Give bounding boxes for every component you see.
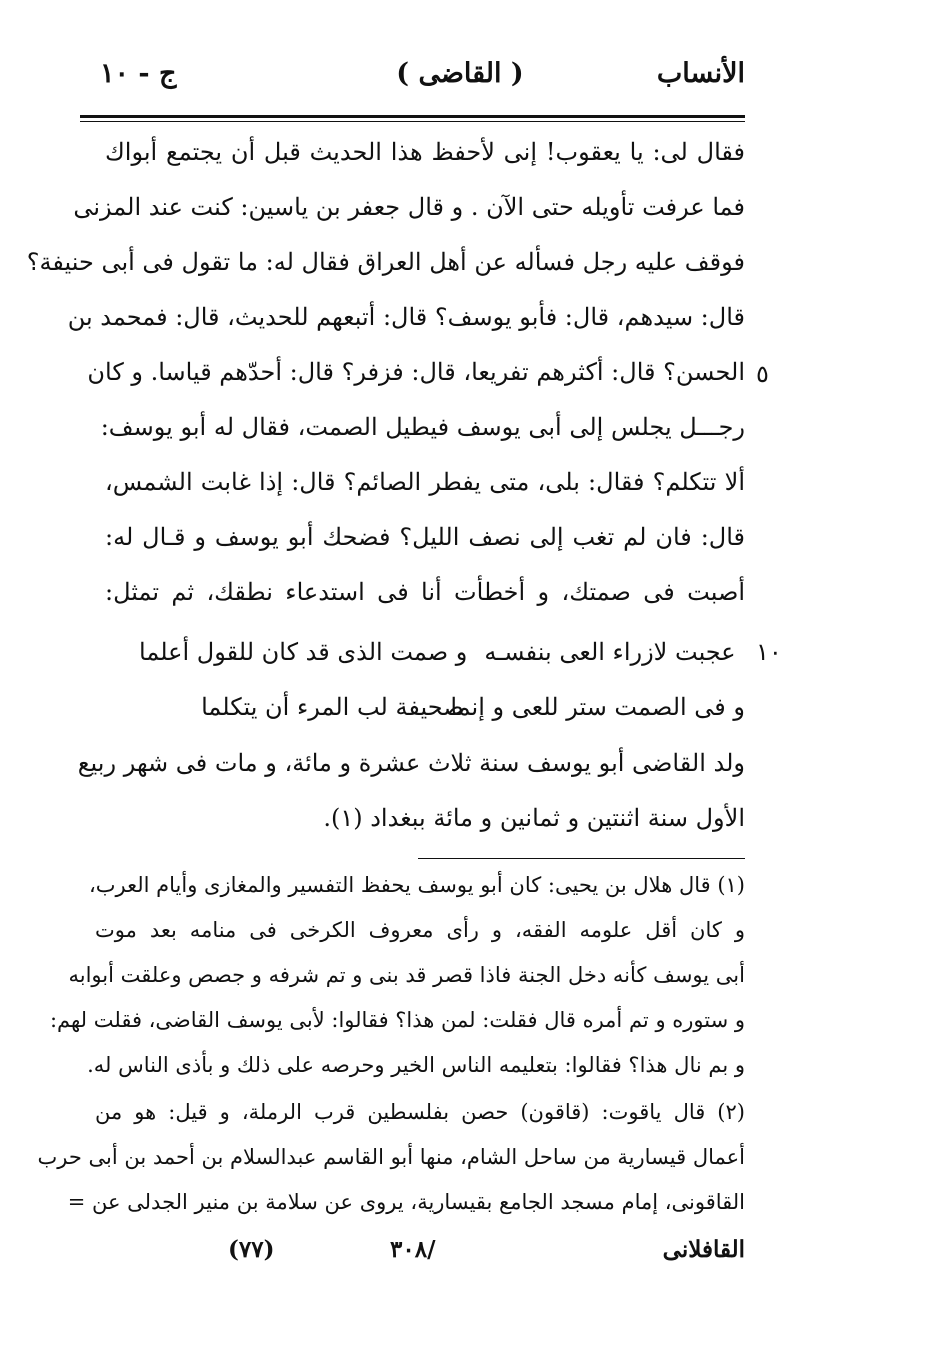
footer-signature: القافلانى [662, 1236, 745, 1263]
footnote-line: القاقونى، إمام مسجد الجامع بقيسارية، يروى عن سلامة بن منير الجدلى عن = [67, 1190, 745, 1214]
body-line: الحسن؟ قال: أكثرهم تفريعا، قال: فزفر؟ قال: أحدّهم قياسا. و كان [87, 358, 745, 386]
body-line: فقال لى: يا يعقوب! إنى لأحفظ هذا الحديث قبل أن يجتمع أبواك [105, 138, 746, 166]
footnote-line: أبى يوسف كأنه دخل الجنة فاذا قصر قد بنى و تم شرفه و جصص وعلقت أبوابه [68, 963, 745, 987]
body-line: قال: فان لم تغب إلى نصف الليل؟ فضحك أبو يوسف و قـال له: [105, 523, 745, 551]
verse-hemistich-first: عجبت لازراء العى بنفسـه [484, 638, 736, 666]
body-line: ألا تتكلم؟ فقال: بلى، متى يفطر الصائم؟ قال: إذا غابت الشمس، [105, 468, 745, 496]
footnote-line: (٢) قال ياقوت: (قاقون) حصن بفلسطين قرب الرملة، و قيل: هو من [95, 1100, 745, 1124]
body-line: الأول سنة اثنتين و ثمانين و مائة ببغداد (١). [323, 804, 745, 832]
verse-hemistich-second: و صمت الذى قد كان للقول أعلما [139, 638, 468, 666]
footer-page-number: (٧٧) [228, 1236, 275, 1263]
footnote-line: (١) قال هلال بن يحيى: كان أبو يوسف يحفظ التفسير والمغازى وأيام العرب، [88, 873, 745, 897]
verse-hemistich-first: و فى الصمت ستر للعى و إنما [450, 693, 745, 721]
line-number-10: ١٠ [756, 638, 782, 666]
body-line: ولد القاضى أبو يوسف سنة ثلاث عشرة و مائة، و مات فى شهر ربيع [77, 749, 745, 777]
footnote-line: و ستوره و تم أمره قال فقلت: لمن هذا؟ فقالوا: لأبى يوسف القاضى، فقلت لهم: [49, 1008, 745, 1032]
body-line: فوقف عليه رجل فسأله عن أهل العراق فقال له: ما تقول فى أبى حنيفة؟ [26, 248, 745, 276]
verse-hemistich-second: صحيفة لب المرء أن يتكلما [201, 693, 464, 721]
running-head-center: ( القاضى ) [396, 58, 524, 89]
running-head-title: الأنساب [656, 58, 745, 89]
footnote-line: و كان أقل علومه الفقه، و رأى معروف الكرخى فى منامه بعد موت [95, 918, 745, 942]
verse-line [145, 682, 745, 732]
body-line: قال: سيدهم، قال: فأبو يوسف؟ قال: أتبعهم للحديث، قال: فمحمد بن [67, 303, 745, 331]
body-line: فما عرفت تأويله حتى الآن . و قال جعفر بن ياسين: كنت عند المزنى [73, 193, 745, 221]
running-head-volume: ج - ١٠ [100, 58, 177, 89]
verse-line [139, 627, 745, 677]
footnote-rule [418, 858, 745, 859]
body-line: أصبت فى صمتك، و أخطأت أنا فى استدعاء نطقك، ثم تمثل: [105, 578, 745, 606]
header-rule-thin [80, 121, 745, 122]
footnote-line: أعمال قيسارية من ساحل الشام، منها أبو القاسم عبدالسلام بن أحمد بن أبى حرب [37, 1145, 745, 1169]
footnote-line: و بم نال هذا؟ فقالوا: بتعليمه الناس الخير وحرصه على ذلك و بأذى الناس له. [87, 1053, 745, 1077]
body-line: رجـــل يجلس إلى أبى يوسف فيطيل الصمت، فقال له أبو يوسف: [100, 413, 745, 441]
header-rule-thick [80, 115, 745, 118]
line-number-5: ٥ [756, 360, 769, 388]
footer-folio: ٣٠٨/ [390, 1236, 436, 1263]
